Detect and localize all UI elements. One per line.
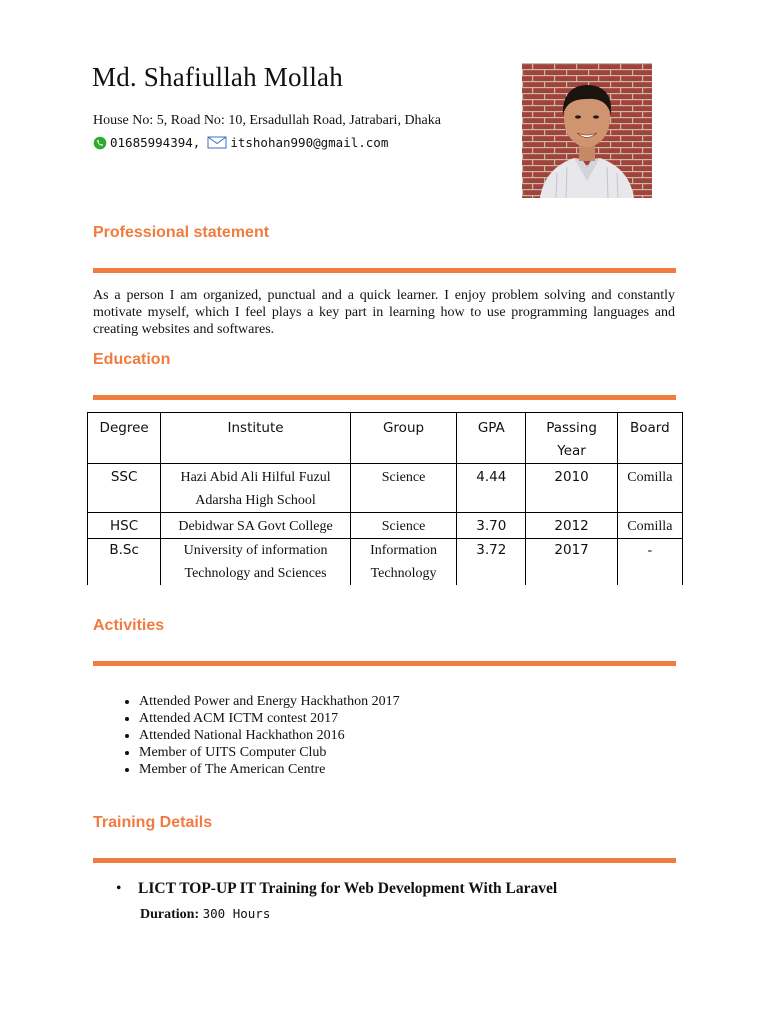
column-header: Passing Year bbox=[526, 413, 617, 464]
duration-label: Duration: bbox=[140, 907, 200, 922]
table-cell: Science bbox=[350, 513, 456, 539]
column-header: Degree bbox=[88, 413, 161, 464]
table-header-row bbox=[88, 413, 683, 464]
list-item: • Attended National Hackhathon 2016 bbox=[139, 727, 400, 744]
table-cell: 4.44 bbox=[457, 464, 526, 513]
table-cell: Comilla bbox=[617, 464, 682, 513]
table-cell: Hazi Abid Ali Hilful Fuzul Adarsha High School bbox=[161, 464, 351, 513]
list-item: • Member of UITS Computer Club bbox=[139, 744, 400, 761]
column-header: Group bbox=[350, 413, 456, 464]
training-duration bbox=[140, 906, 270, 923]
professional-statement-text: As a person I am organized, punctual and a quick learner. I enjoy problem solving and constantly motivate myself, which I feel plays a key part in learning how to use programming languages and creating websites and softwares. bbox=[93, 288, 675, 337]
contact-line bbox=[93, 135, 388, 150]
activities-list bbox=[112, 693, 400, 778]
phone-icon bbox=[93, 136, 107, 150]
table-cell: Science bbox=[350, 464, 456, 513]
section-divider bbox=[93, 858, 676, 863]
table-cell: 3.72 bbox=[457, 539, 526, 586]
education-table bbox=[87, 412, 683, 585]
section-title-training: Training Details bbox=[93, 814, 213, 831]
bullet-glyph: • bbox=[116, 880, 122, 897]
duration-value: 300 Hours bbox=[202, 906, 271, 921]
table-cell: Information Technology bbox=[350, 539, 456, 586]
table-row bbox=[88, 513, 683, 539]
section-divider bbox=[93, 268, 676, 273]
table-cell: University of information Technology and Sciences bbox=[161, 539, 351, 586]
section-divider bbox=[93, 395, 676, 400]
section-title-education: Education bbox=[93, 351, 171, 368]
table-cell: Comilla bbox=[617, 513, 682, 539]
column-header: Board bbox=[617, 413, 682, 464]
resume-name: Md. Shafiullah Mollah bbox=[92, 62, 343, 92]
section-divider bbox=[93, 661, 676, 666]
email-address: itshohan990@gmail.com bbox=[230, 135, 389, 150]
list-item: • Attended ACM ICTM contest 2017 bbox=[139, 710, 400, 727]
table-cell: 2012 bbox=[526, 513, 617, 539]
table-cell: 3.70 bbox=[457, 513, 526, 539]
table-row bbox=[88, 539, 683, 586]
profile-photo bbox=[522, 63, 652, 198]
phone-number: 01685994394, bbox=[110, 135, 201, 150]
table-cell: HSC bbox=[88, 513, 161, 539]
table-cell: - bbox=[617, 539, 682, 586]
column-header: GPA bbox=[457, 413, 526, 464]
list-item: • Member of The American Centre bbox=[139, 761, 400, 778]
training-title: LICT TOP-UP IT Training for Web Development With Laravel bbox=[138, 880, 558, 897]
table-cell: 2010 bbox=[526, 464, 617, 513]
table-cell: SSC bbox=[88, 464, 161, 513]
training-item bbox=[116, 880, 557, 898]
list-item: • Attended Power and Energy Hackhathon 2017 bbox=[139, 693, 400, 710]
envelope-icon bbox=[207, 136, 227, 149]
table-cell: Debidwar SA Govt College bbox=[161, 513, 351, 539]
address-line: House No: 5, Road No: 10, Ersadullah Road, Jatrabari, Dhaka bbox=[93, 113, 441, 128]
table-cell: 2017 bbox=[526, 539, 617, 586]
column-header: Institute bbox=[161, 413, 351, 464]
section-title-professional: Professional statement bbox=[93, 224, 270, 241]
table-row bbox=[88, 464, 683, 513]
table-cell: B.Sc bbox=[88, 539, 161, 586]
section-title-activities: Activities bbox=[93, 617, 165, 634]
